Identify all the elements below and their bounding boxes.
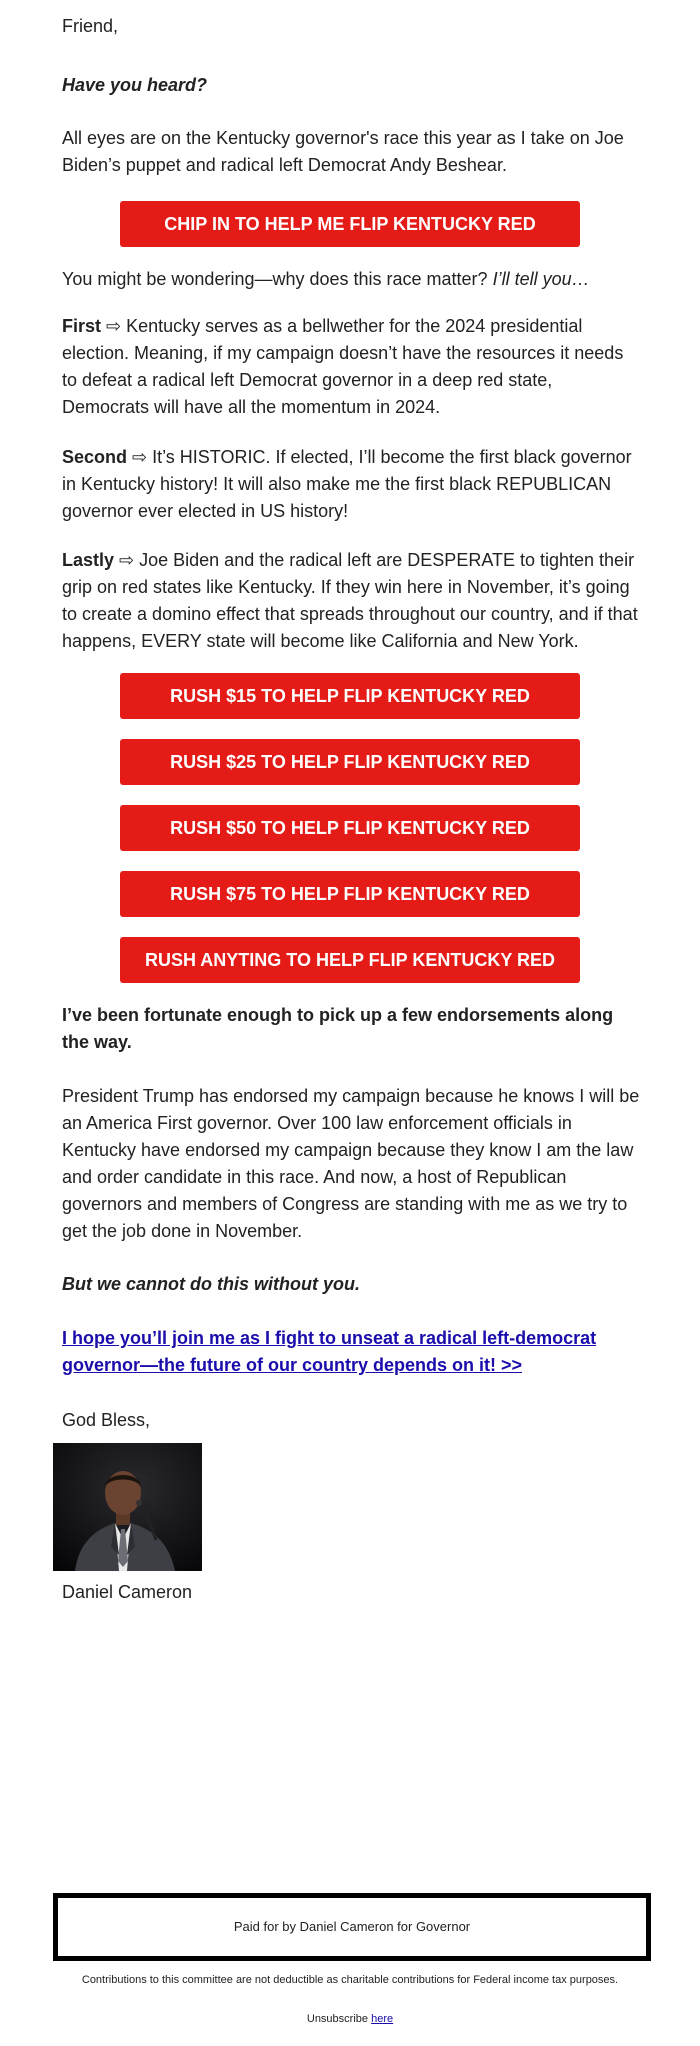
unsubscribe-link[interactable]: here [371, 2013, 394, 2025]
point-text: Kentucky serves as a bellwether for the 2024 presidential election. Meaning, if my campaign doesn’t have the resources it needs to defeat a radical left Democrat governor in a deep red state, Democrats will have all the momentum in 2024. [62, 316, 624, 417]
why-text: You might be wondering—why does this race matter? [62, 269, 493, 289]
candidate-portrait-icon [53, 1443, 202, 1571]
why-paragraph [62, 266, 642, 293]
point-label: Lastly [62, 550, 115, 570]
tax-disclaimer: Contributions to this committee are not deductible as charitable contributions for Federal income tax purposes. [81, 1974, 619, 1986]
signature-name: Daniel Cameron [62, 1582, 193, 1602]
point-text: Joe Biden and the radical left are DESPERATE to tighten their grip on red states like Kentucky. If they win here in November, it’s going to create a domino effect that spreads throughout our country, and if that happens, EVERY state will become like California and New York. [62, 550, 638, 651]
intro-paragraph: All eyes are on the Kentucky governor's race this year as I take on Joe Biden’s puppet and radical left Democrat Andy Beshear. [62, 128, 624, 175]
paid-for-text: Paid for by Daniel Cameron for Governor [233, 1919, 471, 1934]
donate-75-button[interactable]: RUSH $75 TO HELP FLIP KENTUCKY RED [120, 871, 580, 917]
cannot-do-without-you: But we cannot do this without you. [62, 1274, 360, 1294]
join-link[interactable]: I hope you’ll join me as I fight to unseat a radical left-democrat governor—the future of our country depends on it! >> [62, 1328, 597, 1375]
point-text: It’s HISTORIC. If elected, I’ll become the first black governor in Kentucky history! It will also make me the first black REPUBLICAN governor ever elected in US history! [62, 447, 632, 521]
point-label: First [62, 316, 102, 336]
candidate-photo [53, 1443, 202, 1571]
arrow-icon: ⇨ [114, 550, 140, 570]
point-first [62, 313, 642, 421]
unsubscribe-line [0, 2013, 700, 2025]
donate-25-button[interactable]: RUSH $25 TO HELP FLIP KENTUCKY RED [120, 739, 580, 785]
point-label: Second [62, 447, 128, 467]
arrow-icon: ⇨ [101, 316, 127, 336]
paid-for-box [53, 1893, 651, 1961]
why-italic: I’ll tell you… [492, 269, 590, 289]
unsubscribe-text: Unsubscribe [306, 2013, 372, 2025]
have-you-heard: Have you heard? [62, 75, 208, 95]
endorsements-paragraph: President Trump has endorsed my campaign because he knows I will be an America First governor. Over 100 law enforcement officials in Kentucky have endorsed my campaign because they know I am the law and order candidate in this race. And now, a host of Republican governors and members of Congress are standing with me as we try to get the job done in November. [62, 1086, 640, 1241]
signoff: God Bless, [62, 1410, 151, 1430]
donate-50-button[interactable]: RUSH $50 TO HELP FLIP KENTUCKY RED [120, 805, 580, 851]
chip-in-button[interactable]: CHIP IN TO HELP ME FLIP KENTUCKY RED [120, 201, 580, 247]
point-second [62, 444, 642, 525]
point-lastly [62, 547, 642, 655]
join-paragraph [62, 1325, 642, 1379]
donate-any-button[interactable]: RUSH ANYTING TO HELP FLIP KENTUCKY RED [120, 937, 580, 983]
arrow-icon: ⇨ [127, 447, 153, 467]
greeting: Friend, [62, 16, 119, 36]
donate-15-button[interactable]: RUSH $15 TO HELP FLIP KENTUCKY RED [120, 673, 580, 719]
endorsements-heading: I’ve been fortunate enough to pick up a few endorsements along the way. [62, 1005, 614, 1052]
